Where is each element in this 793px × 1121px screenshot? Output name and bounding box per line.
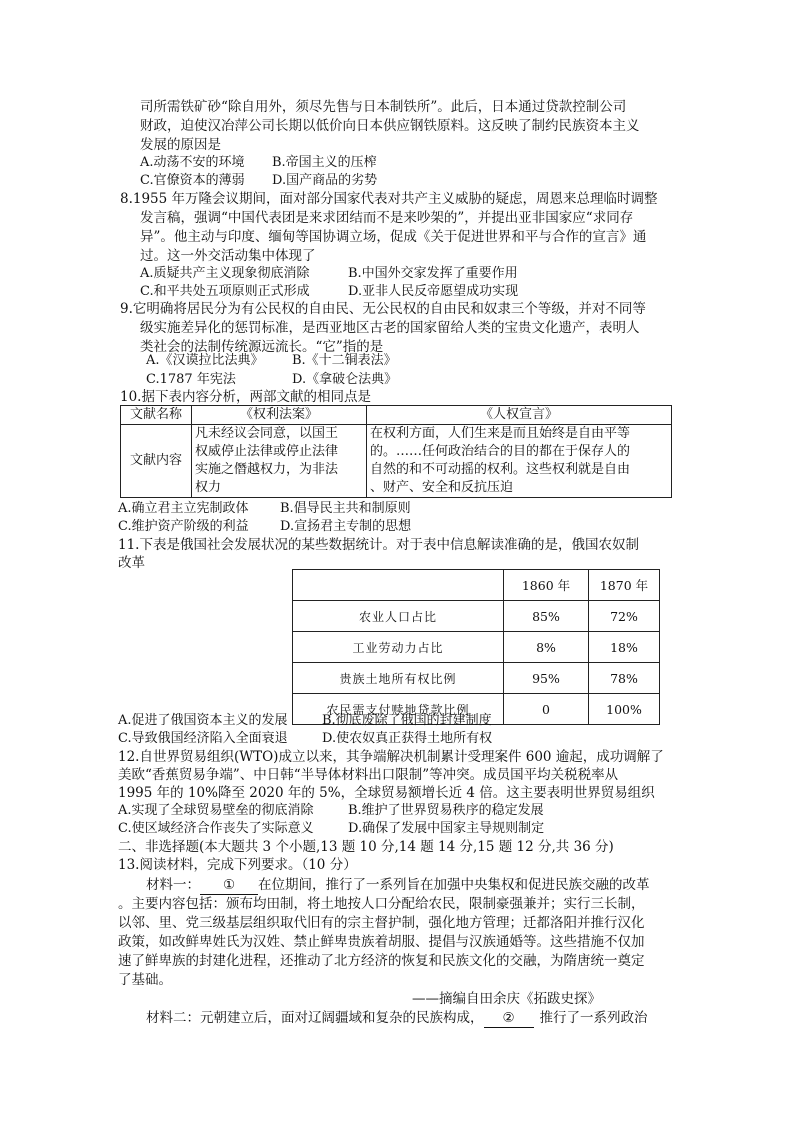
q13-blank-1: ① [200,876,258,895]
q10-doc2-line: 自然的和不可动摇的权利。这些权利就是自由 [370,462,631,477]
q13-source: ——摘编自田余庆《拓跋史探》 [412,991,601,1007]
q11-row-label: 农业人口占比 [293,601,504,632]
q11-table [292,569,660,725]
q10-doc1-content [192,425,367,498]
q11-option-c: C.导致俄国经济陷入全面衰退 [118,731,288,746]
q10-stem: 10.据下表内容分析，两部文献的相同点是 [120,389,371,405]
q13-material-2 [146,1009,648,1028]
q10-table [120,405,672,498]
q11-options-row-1 [118,712,492,730]
q11-year-1870: 1870 年 [589,570,660,601]
q8-options-row-1 [140,265,518,283]
q7-line-1: 司所需铁矿砂“除自用外，须尽先售与日本制铁所”。此后，日本通过贷款控制公司 [140,99,627,115]
q10-doc1-line: 权威停止法律或停止法律 [195,444,339,459]
q13-material-2-tail: 推行了一系列政治 [539,1010,648,1026]
q8-line-3: 异”。他主动与印度、缅甸等国协调立场，促成《关于促进世界和平与合作的宣言》通 [140,229,647,245]
q10-doc2-line: 、财产、安全和反抗压迫 [370,480,514,495]
q13-material-1-line: 了基础。 [118,972,172,988]
q9-option-b: B.《十二铜表法》 [292,353,397,368]
q13-material-1-first [146,876,650,895]
q10-doc2-title: 《人权宣言》 [367,406,672,425]
q11-header-blank [293,570,504,601]
q10-doc1-title: 《权利法案》 [192,406,367,425]
q10-doc2-line: 的。……任何政治结合的目的都在于保存人的 [370,444,631,459]
q11-cell: 18% [589,632,660,663]
q7-option-a: A.动荡不安的环境 [140,155,245,170]
section-heading: 二、非选择题(本大题共 3 个小题,13 题 10 分,14 题 14 分,15 题 12 分,共 36 分) [118,839,614,855]
q10-doc1-line: 权力 [195,480,222,495]
q7-options-row-1 [140,154,377,172]
q10-doc2-line: 在权利方面，人们生来是而且始终是自由平等 [370,426,631,441]
q8-option-c: C.和平共处五项原则正式形成 [140,284,310,299]
q11-line-2: 改革 [118,555,145,571]
q13-material-1-line: 速了鲜卑族的封建化进程，还推动了北方经济的恢复和民族文化的交融，为隋唐统一奠定 [118,953,645,969]
q11-option-d: D.使农奴真正获得土地所有权 [322,731,493,746]
q9-line-2: 级实施差异化的惩罚标准，是西亚地区古老的国家留给人类的宝贵文化遗产，表明人 [140,320,640,336]
q10-row-label: 文献内容 [121,425,192,498]
q13-material-1-line: 政策，如改鲜卑姓氏为汉姓、禁止鲜卑贵族着胡服、提倡与汉族通婚等。这些措施不仅加 [118,934,645,950]
q11-row-label: 农民需支付赎地贷款比例 [293,694,504,725]
q7-options-row-2 [140,172,377,190]
q9-option-a: A.《汉谟拉比法典》 [146,353,264,368]
q13-stem: 13.阅读材料，完成下列要求。（10 分） [118,857,357,873]
q11-row-label: 工业劳动力占比 [293,632,504,663]
q8-option-d: D.亚非人民反帝愿望成功实现 [348,284,519,299]
q10-option-a: A.确立君主立宪制政体 [118,501,249,516]
q11-cell: 85% [504,601,589,632]
q10-doc1-line: 凡未经议会同意，以国王 [195,426,339,441]
q8-line-1: 8.1955 年万隆会议期间，面对部分国家代表对共产主义威胁的疑虑，周恩来总理临时调整 [120,191,658,207]
q11-cell: 100% [589,694,660,725]
q10-option-c: C.维护资产阶级的利益 [118,519,249,534]
q11-cell: 0 [504,694,589,725]
q9-line-1: 9.它明确将居民分为有公民权的自由民、无公民权的自由民和奴隶三个等级，并对不同等 [120,301,646,317]
q12-line-1: 12.自世界贸易组织(WTO)成立以来，其争端解决机制累计受理案件 600 逾起，成功调解了 [118,749,664,765]
q11-cell: 72% [589,601,660,632]
q11-line-1: 11.下表是俄国社会发展状况的某些数据统计。对于表中信息解读准确的是，俄国农奴制 [118,537,639,553]
q7-option-d: D.国产商品的劣势 [272,173,378,188]
q10-options-row-1 [118,500,411,518]
q13-material-1-label: 材料一： [146,877,200,893]
q13-material-2-text: 材料二：元朝建立后，面对辽阔疆域和复杂的民族构成， [146,1010,484,1026]
q12-option-a: A.实现了全球贸易壁垒的彻底消除 [118,803,314,818]
q9-line-3: 类社会的法制传统源远流长。“它”指的是 [140,339,384,355]
q12-option-d: D.确保了发展中国家主导规则制定 [348,821,545,836]
q8-options-row-2 [140,283,518,301]
q9-option-d: D.《拿破仑法典》 [292,372,398,387]
q8-option-a: A.质疑共产主义现象彻底消除 [140,266,310,281]
q10-options-row-2 [118,518,411,536]
q12-options-row-1 [118,802,544,820]
q8-option-b: B.中国外交家发挥了重要作用 [348,266,518,281]
q10-doc2-content [367,425,672,498]
q11-option-a: A.促进了俄国资本主义的发展 [118,713,288,728]
q8-line-4: 过。这一外交活动集中体现了 [140,248,316,264]
q12-option-c: C.使区域经济合作丧失了实际意义 [118,821,314,836]
q9-options-row-2 [146,371,397,389]
q12-line-2: 美欧“香蕉贸易争端”、中日韩“半导体材料出口限制”等冲突。成员国平均关税税率从 [118,767,619,783]
q11-row-label: 贵族土地所有权比例 [293,663,504,694]
q10-header-label: 文献名称 [121,406,192,425]
q13-blank-2: ② [484,1009,534,1028]
q10-option-b: B.倡导民主共和制原则 [280,501,411,516]
q11-year-1860: 1860 年 [504,570,589,601]
q11-cell: 95% [504,663,589,694]
table-row [293,632,660,663]
q7-option-b: B.帝国主义的压榨 [272,155,377,170]
q12-options-row-2 [118,820,544,838]
q7-line-2: 财政，迫使汉冶萍公司长期以低价向日本供应钢铁原料。这反映了制约民族资本主义 [140,118,640,134]
q11-cell: 78% [589,663,660,694]
q13-material-1-line: 以邻、里、党三级基层组织取代旧有的宗主督护制，强化地方管理；迁都洛阳并推行汉化 [118,915,645,931]
q7-line-3: 发展的原因是 [140,137,221,153]
q12-option-b: B.维护了世界贸易秩序的稳定发展 [348,803,544,818]
q13-material-1-text: 在位期间，推行了一系列旨在加强中央集权和促进民族交融的改革 [258,877,650,893]
q9-option-c: C.1787 年宪法 [146,372,236,387]
q8-line-2: 发言稿，强调“中国代表团是来求团结而不是来吵架的”，并提出亚非国家应“求同存 [140,210,634,226]
q12-line-3: 1995 年的 10%降至 2020 年的 5%，全球贸易额增长近 4 倍。这主要表明世界贸易组织 [118,785,655,801]
q7-option-c: C.官僚资本的薄弱 [140,173,245,188]
table-row [293,601,660,632]
q10-doc1-line: 实施之僭越权力，为非法 [195,462,339,477]
q11-options-row-2 [118,730,492,748]
q13-material-1-line: 。主要内容包括：颁布均田制，将土地按人口分配给农民，限制豪强兼并；实行三长制， [118,896,645,912]
q11-cell: 8% [504,632,589,663]
table-row [293,663,660,694]
q11-option-b: B.彻底废除了俄国的封建制度 [322,713,492,728]
q10-option-d: D.宣扬君主专制的思想 [280,519,412,534]
q9-options-row-1 [146,352,397,370]
